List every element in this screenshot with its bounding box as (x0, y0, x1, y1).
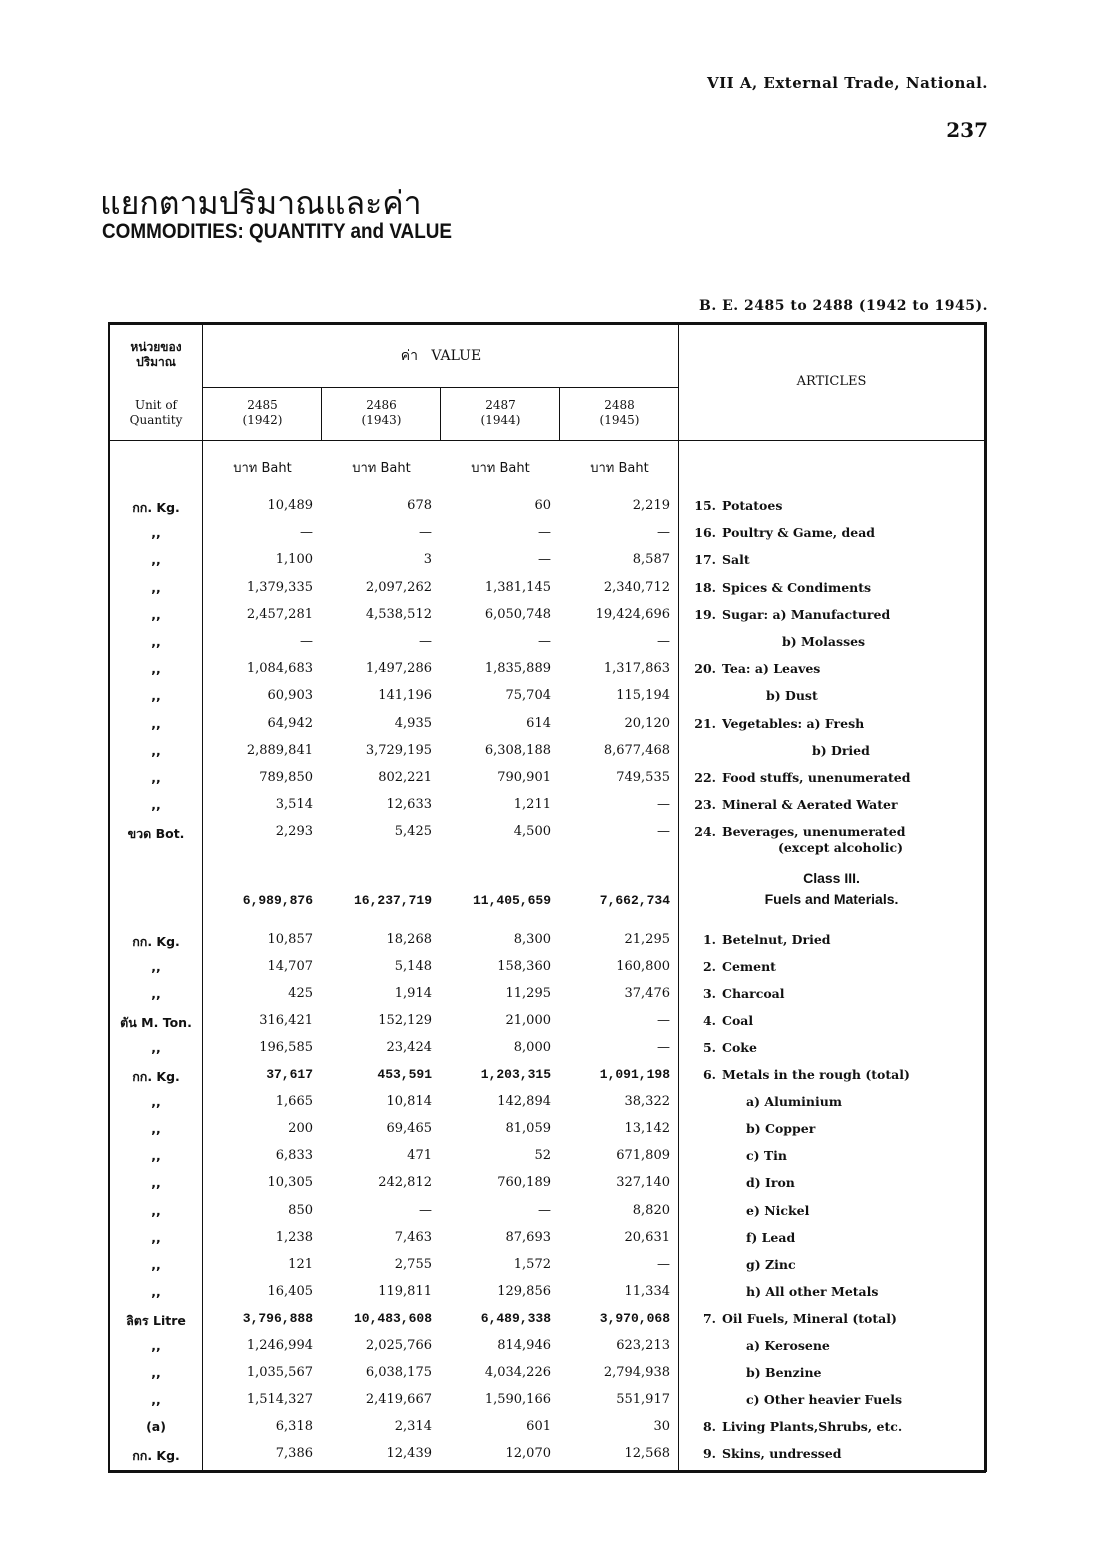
value-cell: 18,268 (386, 932, 432, 947)
article-name: Beverages, unenumerated (722, 824, 906, 840)
article-name: Metals in the rough (total) (722, 1067, 910, 1083)
value-cell: 242,812 (378, 1175, 432, 1191)
value-cell: 141,196 (378, 688, 432, 704)
article-number: 15. (694, 498, 716, 513)
value-cell: 850 (288, 1202, 313, 1218)
value-cell: — (657, 525, 670, 541)
currency-label: บาท Baht (352, 461, 411, 476)
unit-cell: ,, (151, 606, 161, 622)
table-top-rule (108, 322, 986, 325)
unit-cell: ,, (151, 1364, 161, 1380)
value-cell: 1,514,327 (246, 1391, 313, 1407)
commodities-table (108, 322, 986, 1472)
value-cell: 3,729,195 (365, 742, 432, 758)
article-name: e) Nickel (746, 1202, 810, 1218)
page-number: 237 (946, 118, 988, 142)
value-cell: 69,465 (386, 1121, 432, 1137)
year-header-be: 2485 (247, 398, 278, 412)
value-cell: 2,314 (394, 1418, 432, 1434)
value-cell: 21,295 (624, 932, 670, 947)
table-bottom-rule (108, 1470, 986, 1473)
year-header-ad: (1942) (242, 413, 283, 427)
value-cell: 11,334 (624, 1283, 670, 1299)
value-cell: 671,809 (616, 1148, 670, 1164)
value-cell: 4,034,226 (484, 1364, 551, 1380)
unit-cell: ,, (151, 1229, 161, 1245)
value-cell: 13,142 (624, 1121, 670, 1137)
value-cell: 10,305 (267, 1175, 313, 1191)
article-number: 20. (694, 661, 716, 677)
unit-cell: ,, (151, 579, 161, 595)
value-cell: 678 (407, 498, 432, 513)
value-cell: 3,514 (275, 797, 313, 813)
value-cell: — (538, 1202, 551, 1218)
value-cell: 551,917 (616, 1391, 670, 1407)
value-cell: — (657, 1013, 670, 1029)
article-number: 1. (702, 932, 716, 947)
value-cell: 1,317,863 (603, 661, 670, 677)
table-left-rule (108, 322, 110, 1472)
value-cell: 2,097,262 (365, 579, 432, 595)
class-subtitle: Fuels and Materials. (764, 891, 899, 907)
value-cell: — (657, 634, 670, 649)
value-cell: 8,000 (513, 1040, 551, 1056)
article-name: Mineral & Aerated Water (722, 797, 898, 813)
value-cell: 5,425 (394, 824, 432, 840)
value-cell: — (419, 634, 432, 649)
unit-cell: ,, (151, 715, 161, 731)
value-cell: 1,572 (513, 1256, 551, 1272)
value-cell: 129,856 (497, 1283, 551, 1299)
article-name: Oil Fuels, Mineral (total) (722, 1310, 897, 1326)
value-cell: 4,935 (394, 715, 432, 731)
article-number: 22. (694, 770, 716, 785)
article-name: Coke (722, 1040, 757, 1056)
unit-cell: กก. Kg. (132, 934, 180, 949)
article-name: h) All other Metals (746, 1283, 879, 1299)
unit-cell: ,, (151, 1256, 161, 1272)
value-cell: 60,903 (267, 688, 313, 704)
value-cell: 453,591 (377, 1067, 432, 1083)
value-cell: 64,942 (267, 715, 313, 731)
article-name: b) Copper (746, 1121, 816, 1137)
value-cell: 6,489,338 (480, 1310, 551, 1326)
value-cell: 75,704 (505, 688, 551, 704)
value-cell: 2,794,938 (603, 1364, 670, 1380)
value-cell: 11,295 (505, 986, 551, 1002)
article-name: c) Tin (746, 1148, 788, 1164)
unit-cell: ,, (151, 797, 161, 813)
article-name: b) Dust (766, 688, 818, 704)
article-number: 6. (702, 1067, 716, 1083)
value-cell: 1,246,994 (246, 1337, 313, 1353)
year-header-ad: (1943) (361, 413, 402, 427)
article-name: a) Kerosene (746, 1337, 830, 1353)
value-cell: 196,585 (259, 1040, 313, 1056)
article-number: 18. (694, 579, 716, 595)
article-name: a) Aluminium (746, 1094, 843, 1110)
article-name: b) Molasses (782, 634, 866, 649)
article-name: Coal (722, 1013, 754, 1029)
unit-cell: ,, (151, 959, 161, 975)
article-number: 4. (702, 1013, 716, 1029)
year-header-be: 2486 (366, 398, 397, 412)
article-name: Charcoal (722, 986, 785, 1002)
value-cell: 614 (526, 715, 551, 731)
value-cell: 52 (534, 1148, 551, 1164)
value-cell: 21,000 (505, 1013, 551, 1029)
title-thai: แยกตามปริมาณและค่า (100, 184, 422, 222)
article-name: Poultry & Game, dead (722, 525, 876, 541)
value-cell: 1,203,315 (480, 1067, 551, 1083)
value-cell: — (538, 634, 551, 649)
value-cell: 8,677,468 (603, 742, 670, 758)
article-name: c) Other heavier Fuels (746, 1391, 903, 1407)
unit-cell: ,, (151, 1094, 161, 1110)
article-name: Sugar: a) Manufactured (722, 606, 891, 622)
value-cell: 4,500 (513, 824, 551, 840)
value-cell: 2,340,712 (603, 579, 670, 595)
value-cell: 7,386 (275, 1445, 313, 1461)
value-cell: 10,483,608 (353, 1310, 432, 1326)
year-header-ad: (1944) (480, 413, 521, 427)
value-cell: — (657, 1040, 670, 1056)
class-title: Class III. (803, 870, 860, 886)
value-cell: 749,535 (616, 770, 670, 785)
value-cell: 6,308,188 (484, 742, 551, 758)
unit-cell: ,, (151, 1337, 161, 1353)
value-cell: 160,800 (616, 959, 670, 975)
unit-cell: ,, (151, 742, 161, 758)
article-name: d) Iron (746, 1175, 795, 1191)
value-cell: 10,857 (267, 932, 313, 947)
value-cell: 119,811 (378, 1283, 432, 1299)
value-cell: 12,070 (505, 1445, 551, 1461)
value-cell: 2,755 (394, 1256, 432, 1272)
value-cell: 1,035,567 (246, 1364, 313, 1380)
article-name: Betelnut, Dried (722, 932, 831, 947)
value-cell: 8,587 (632, 552, 670, 568)
article-number: 24. (694, 824, 716, 840)
article-name: Vegetables: a) Fresh (722, 715, 865, 731)
value-cell: 8,820 (632, 1202, 670, 1218)
value-cell: 30 (653, 1418, 670, 1434)
value-cell: 20,631 (624, 1229, 670, 1245)
value-cell: 37,476 (624, 986, 670, 1002)
value-cell: 2,457,281 (246, 606, 313, 622)
subtotal-cell: 6,989,876 (242, 893, 313, 908)
value-cell: 12,568 (624, 1445, 670, 1461)
value-cell: 8,300 (513, 932, 551, 947)
value-cell: 16,405 (267, 1283, 313, 1299)
value-cell: 158,360 (497, 959, 551, 975)
value-cell: — (657, 824, 670, 840)
value-cell: — (419, 525, 432, 541)
articles-header: ARTICLES (796, 374, 867, 389)
article-name-continued: (except alcoholic) (778, 840, 903, 856)
value-cell: — (300, 634, 313, 649)
article-name: Food stuffs, unenumerated (722, 770, 911, 785)
value-cell: 2,219 (632, 498, 670, 513)
article-name: g) Zinc (746, 1256, 796, 1272)
value-cell: 1,100 (275, 552, 313, 568)
value-header-rule (203, 387, 679, 388)
value-cell: 623,213 (616, 1337, 670, 1353)
value-header: ค่า VALUE (400, 348, 482, 364)
article-number: 7. (702, 1310, 716, 1326)
article-name: Living Plants,Shrubs, etc. (722, 1418, 903, 1434)
value-cell: 1,835,889 (484, 661, 551, 677)
value-cell: 1,665 (275, 1094, 313, 1110)
value-cell: 12,633 (386, 797, 432, 813)
value-cell: 6,318 (275, 1418, 313, 1434)
article-name: Skins, undressed (722, 1445, 842, 1461)
period-label: B. E. 2485 to 2488 (1942 to 1945). (699, 298, 988, 314)
unit-cell: ,, (151, 986, 161, 1002)
table-right-rule (984, 322, 987, 1472)
value-cell: 1,590,166 (484, 1391, 551, 1407)
value-cell: 12,439 (386, 1445, 432, 1461)
value-cell: 142,894 (497, 1094, 551, 1110)
article-number: 2. (702, 959, 716, 975)
value-cell: 7,463 (394, 1229, 432, 1245)
article-name: b) Dried (812, 742, 870, 758)
value-cell: 802,221 (378, 770, 432, 785)
article-name: b) Benzine (746, 1364, 822, 1380)
article-number: 5. (702, 1040, 716, 1056)
article-name: Cement (722, 959, 776, 975)
value-cell: 5,148 (394, 959, 432, 975)
unit-cell: ขวด Bot. (127, 826, 185, 842)
value-cell: 87,693 (505, 1229, 551, 1245)
value-cell: 1,497,286 (365, 661, 432, 677)
value-cell: 789,850 (259, 770, 313, 785)
article-name: Salt (722, 552, 750, 568)
value-cell: 1,211 (513, 797, 551, 813)
unit-cell: ,, (151, 770, 161, 785)
value-cell: 115,194 (616, 688, 670, 704)
article-number: 17. (694, 552, 716, 568)
value-cell: 10,489 (267, 498, 313, 513)
value-cell: 3,796,888 (242, 1310, 313, 1326)
currency-label: บาท Baht (233, 461, 292, 476)
value-cell: 6,833 (275, 1148, 313, 1164)
value-cell: 2,293 (275, 824, 313, 840)
value-cell: 81,059 (505, 1121, 551, 1137)
article-name: Spices & Condiments (722, 579, 872, 595)
unit-cell: ,, (151, 1391, 161, 1407)
year-header-be: 2488 (604, 398, 635, 412)
value-cell: 38,322 (624, 1094, 670, 1110)
value-cell: — (538, 552, 551, 568)
value-cell: 121 (288, 1256, 313, 1272)
value-cell: 4,538,512 (365, 606, 432, 622)
unit-cell: ,, (151, 1148, 161, 1164)
value-cell: 200 (288, 1121, 313, 1137)
article-number: 21. (694, 715, 716, 731)
unit-cell: ,, (151, 1202, 161, 1218)
value-cell: 327,140 (616, 1175, 670, 1191)
unit-cell: ตัน M. Ton. (120, 1015, 192, 1031)
unit-cell: กก. Kg. (132, 500, 180, 515)
value-cell: 3,970,068 (599, 1310, 670, 1326)
unit-cell: ,, (151, 552, 161, 568)
subtotal-cell: 7,662,734 (599, 893, 670, 908)
article-number: 19. (694, 606, 716, 622)
article-name: f) Lead (746, 1229, 796, 1245)
article-number: 23. (694, 797, 716, 813)
value-cell: — (419, 1202, 432, 1218)
value-cell: 1,238 (275, 1229, 313, 1245)
unit-header-thai: หน่วยของ ปริมาณ (130, 340, 182, 369)
unit-cell: ,, (151, 661, 161, 677)
value-cell: 6,038,175 (365, 1364, 432, 1380)
article-name: Tea: a) Leaves (722, 661, 821, 677)
subtotal-cell: 16,237,719 (353, 893, 432, 908)
value-cell: 152,129 (378, 1013, 432, 1029)
value-cell: 60 (534, 498, 551, 513)
value-cell: 425 (288, 986, 313, 1002)
value-cell: 20,120 (624, 715, 670, 731)
unit-header-english: Unit of Quantity (129, 398, 183, 427)
value-cell: — (300, 525, 313, 541)
unit-cell: ,, (151, 634, 161, 649)
header-bottom-rule (108, 440, 986, 441)
unit-cell: ,, (151, 1121, 161, 1137)
value-cell: 1,914 (394, 986, 432, 1002)
value-cell: 1,084,683 (246, 661, 313, 677)
value-cell: 1,091,198 (599, 1067, 670, 1083)
value-cell: 6,050,748 (484, 606, 551, 622)
value-cell: — (657, 797, 670, 813)
article-number: 9. (702, 1445, 716, 1461)
unit-cell: ,, (151, 1283, 161, 1299)
currency-label: บาท Baht (471, 461, 530, 476)
article-number: 3. (702, 986, 716, 1002)
year-header-be: 2487 (485, 398, 516, 412)
value-cell: 601 (526, 1418, 551, 1434)
value-cell: 1,379,335 (246, 579, 313, 595)
unit-cell: ,, (151, 1040, 161, 1056)
value-cell: 471 (407, 1148, 432, 1164)
article-name: Potatoes (722, 498, 783, 513)
value-cell: 37,617 (266, 1067, 313, 1083)
unit-cell: ,, (151, 688, 161, 704)
unit-cell: ,, (151, 1175, 161, 1191)
unit-cell: กก. Kg. (132, 1069, 180, 1085)
article-number: 16. (694, 525, 716, 541)
value-cell: 19,424,696 (595, 606, 670, 622)
value-cell: 2,889,841 (246, 742, 313, 758)
unit-cell: ลิตร Litre (126, 1312, 186, 1328)
value-cell: 14,707 (267, 959, 313, 975)
value-cell: 3 (423, 552, 432, 568)
value-cell: 760,189 (497, 1175, 551, 1191)
value-cell: 316,421 (259, 1013, 313, 1029)
subtotal-cell: 11,405,659 (472, 893, 551, 908)
year-header-ad: (1945) (599, 413, 640, 427)
value-cell: 10,814 (386, 1094, 432, 1110)
value-cell: — (538, 525, 551, 541)
value-cell: 790,901 (497, 770, 551, 785)
value-cell: 23,424 (386, 1040, 432, 1056)
value-cell: 2,025,766 (365, 1337, 432, 1353)
article-number: 8. (702, 1418, 716, 1434)
value-cell: 1,381,145 (484, 579, 551, 595)
currency-label: บาท Baht (590, 461, 649, 476)
unit-cell: (a) (146, 1418, 166, 1434)
title-english: COMMODITIES: QUANTITY and VALUE (102, 220, 453, 243)
running-head: VII A, External Trade, National. (706, 74, 988, 92)
unit-cell: ,, (151, 525, 161, 541)
unit-cell: กก. Kg. (132, 1447, 180, 1463)
value-cell: 2,419,667 (365, 1391, 432, 1407)
value-cell: — (657, 1256, 670, 1272)
value-cell: 814,946 (497, 1337, 551, 1353)
